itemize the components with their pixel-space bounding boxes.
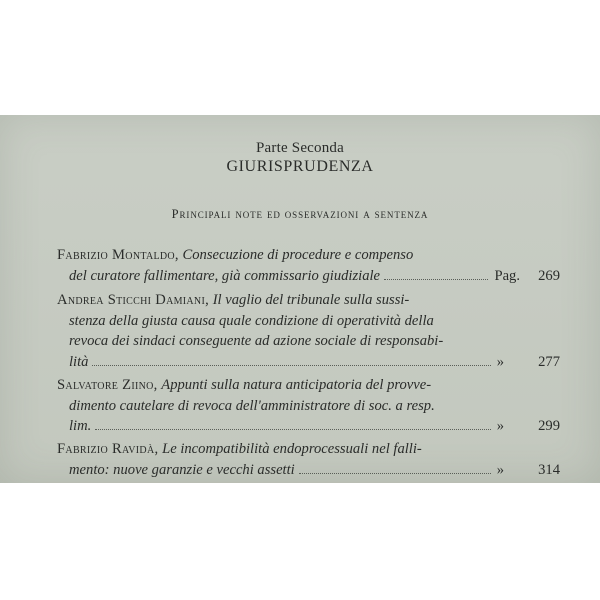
entry-title: lim. (69, 418, 92, 434)
page-reference (497, 416, 560, 437)
entry-title: stenza della giusta causa quale condizione di operatività della (69, 312, 434, 329)
entry-line (57, 416, 560, 437)
entry-line (57, 311, 560, 332)
page-number: 299 (538, 418, 560, 434)
entry-line (57, 460, 560, 481)
toc-entry-montaldo (57, 245, 560, 286)
entry-line (57, 396, 560, 417)
page-label: » (496, 461, 504, 478)
entry-author: Fabrizio Ravidà, (57, 441, 159, 457)
page-reference (497, 352, 560, 373)
entry-author: Salvatore Ziino, (57, 377, 158, 393)
page-number: 314 (538, 461, 560, 478)
entry-line (57, 439, 560, 460)
section-title: GIURISPRUDENZA (226, 158, 374, 175)
page-number: 277 (538, 353, 560, 370)
entry-line (57, 245, 560, 266)
entry-title: del curatore fallimentare, già commissario giudiziale (69, 267, 381, 284)
entry-title: Consecuzione di procedure e compenso (182, 247, 414, 263)
page-label: » (496, 418, 504, 434)
dot-leader (384, 278, 488, 280)
entry-line (57, 266, 560, 287)
page-label: Pag. (494, 267, 520, 284)
subtitle: Principali note ed osservazioni a sentenza (171, 207, 429, 221)
page-reference (494, 266, 560, 287)
entry-title: Appunti sulla natura anticipatoria del provve- (161, 377, 432, 393)
page-reference (497, 460, 560, 481)
entry-line (57, 352, 560, 373)
entry-title: revoca dei sindaci conseguente ad azione sociale di responsabi- (69, 333, 444, 349)
entry-title: Il vaglio del tribunale sulla sussi- (212, 292, 410, 308)
toc-entry-ravida (57, 439, 560, 480)
toc-entry-ziino (57, 375, 560, 437)
entry-author: Fabrizio Montaldo, (57, 247, 179, 263)
entry-line (57, 375, 560, 396)
entry-line (57, 331, 560, 352)
entry-title: mento: nuove garanzie e vecchi assetti (69, 461, 295, 478)
book-page (0, 115, 600, 483)
entry-author: Andrea Sticchi Damiani, (57, 292, 210, 308)
part-label: Parte Seconda (256, 140, 344, 156)
dot-leader (92, 364, 490, 366)
toc-entry-sticchi-damiani (57, 290, 560, 372)
page-label: » (496, 353, 504, 370)
entry-line (57, 290, 560, 311)
entry-title: dimento cautelare di revoca dell'amministratore di soc. a resp. (69, 397, 435, 414)
entry-title: Le incompatibilità endoprocessuali nel falli- (162, 441, 422, 457)
dot-leader (299, 472, 491, 474)
page-number: 269 (538, 267, 560, 284)
entry-title: lità (69, 353, 89, 370)
dot-leader (95, 428, 490, 430)
